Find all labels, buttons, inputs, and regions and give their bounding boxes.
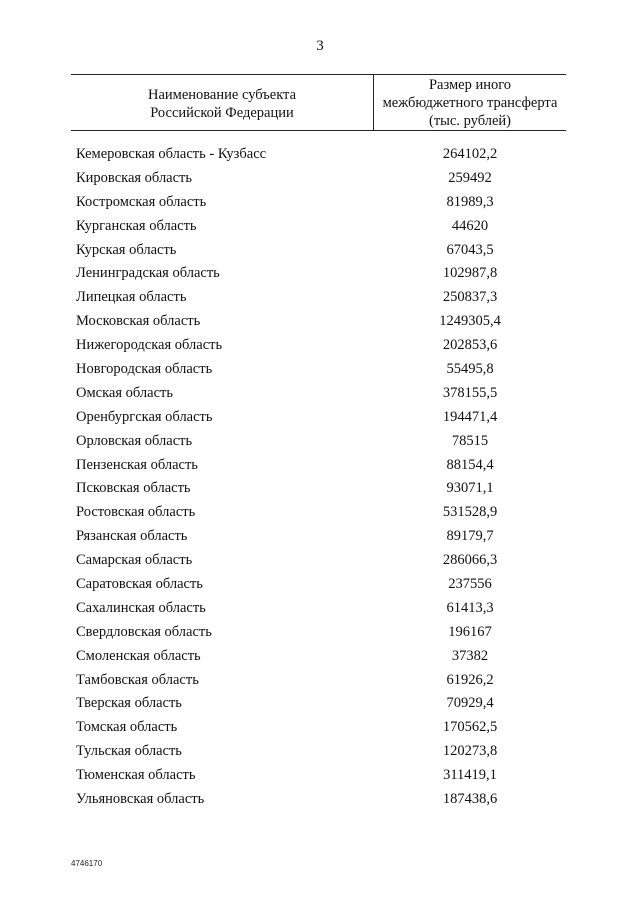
transfer-amount: 102987,8 (442, 265, 498, 282)
transfer-amount: 81989,3 (446, 193, 494, 210)
table-row (0, 621, 640, 645)
table-row (0, 239, 640, 263)
subject-name: Ульяновская область (76, 791, 205, 808)
transfer-amount: 170562,5 (442, 719, 498, 736)
transfer-amount: 44620 (451, 217, 489, 234)
table-row (0, 645, 640, 669)
table-row (0, 669, 640, 693)
table-row (0, 454, 640, 478)
column-header-amount-line-2: межбюджетного трансферта (382, 94, 558, 111)
table-row (0, 788, 640, 812)
table-header (71, 74, 566, 131)
column-header-amount-line-1: Размер иного (428, 76, 512, 93)
subject-name: Сахалинская область (76, 599, 206, 616)
subject-name: Курская область (76, 241, 177, 258)
subject-name: Липецкая область (76, 289, 187, 306)
table-row (0, 692, 640, 716)
table-row (0, 525, 640, 549)
subject-name: Тамбовская область (76, 671, 199, 688)
transfer-amount: 67043,5 (446, 241, 494, 258)
table-row (0, 549, 640, 573)
column-header-subject (71, 75, 374, 130)
subject-name: Тверская область (76, 695, 182, 712)
transfer-amount: 55495,8 (446, 361, 494, 378)
transfer-amount: 259492 (448, 169, 492, 186)
transfer-amount: 202853,6 (442, 337, 498, 354)
table-row (0, 191, 640, 215)
subject-name: Саратовская область (76, 576, 203, 593)
subject-name: Орловская область (76, 432, 193, 449)
table-row (0, 406, 640, 430)
transfer-amount: 61413,3 (446, 599, 494, 616)
table-row (0, 716, 640, 740)
subject-name: Омская область (76, 384, 173, 401)
table-row (0, 501, 640, 525)
transfer-amount: 187438,6 (442, 791, 498, 808)
subject-name: Ростовская область (76, 504, 196, 521)
subject-name: Самарская область (76, 552, 193, 569)
table-row (0, 573, 640, 597)
subject-name: Тульская область (76, 743, 182, 760)
table-row (0, 358, 640, 382)
transfer-amount: 264102,2 (442, 146, 498, 162)
transfer-amount: 378155,5 (442, 384, 498, 401)
table-row (0, 430, 640, 454)
subject-name: Кировская область (76, 169, 193, 186)
column-header-subject-line-2: Российской Федерации (150, 104, 294, 121)
subject-name: Ленинградская область (76, 265, 220, 282)
page-number: 3 (316, 38, 324, 54)
column-header-subject-line-1: Наименование субъекта (147, 86, 297, 103)
transfer-amount: 1249305,4 (439, 313, 501, 330)
subject-name: Оренбургская область (76, 408, 213, 425)
subject-name: Московская область (76, 313, 201, 330)
table-row (0, 167, 640, 191)
transfer-amount: 286066,3 (442, 552, 498, 569)
table-row (0, 262, 640, 286)
transfer-amount: 61926,2 (446, 671, 494, 688)
table-row (0, 740, 640, 764)
subject-name: Свердловская область (76, 623, 212, 640)
transfer-amount: 311419,1 (443, 767, 497, 784)
subject-name: Костромская область (76, 193, 207, 210)
table-row (0, 286, 640, 310)
table-row (0, 215, 640, 239)
table-row (0, 334, 640, 358)
table-row (0, 310, 640, 334)
subject-name: Нижегородская область (76, 337, 223, 354)
table-body (0, 143, 640, 812)
subject-name: Тюменская область (76, 767, 196, 784)
column-header-amount-line-3: (тыс. рублей) (429, 112, 511, 129)
table-row (0, 382, 640, 406)
subject-name: Рязанская область (76, 528, 188, 545)
transfer-amount: 89179,7 (446, 528, 494, 545)
transfer-amount: 88154,4 (446, 456, 494, 473)
column-header-transfer-amount (374, 75, 566, 130)
table-row (0, 597, 640, 621)
subject-name: Новгородская область (76, 361, 213, 378)
transfer-amount: 196167 (448, 623, 492, 640)
transfer-amount: 531528,9 (442, 504, 498, 521)
subject-name: Псковская область (76, 480, 191, 497)
transfer-amount: 37382 (451, 647, 489, 664)
subject-name: Курганская область (76, 217, 197, 234)
table-row (0, 477, 640, 501)
transfer-amount: 70929,4 (446, 695, 494, 712)
transfer-amount: 78515 (451, 432, 489, 449)
document-code: 4746170 (71, 859, 103, 868)
transfer-amount: 194471,4 (442, 408, 498, 425)
subject-name: Смоленская область (76, 647, 201, 664)
table-row (0, 764, 640, 788)
transfer-amount: 120273,8 (442, 743, 498, 760)
table-row (0, 143, 640, 167)
transfer-amount: 237556 (448, 576, 492, 593)
transfer-amount: 93071,1 (446, 480, 494, 497)
subject-name: Пензенская область (76, 456, 198, 473)
subject-name: Кемеровская область - Кузбасс (76, 146, 267, 162)
transfer-amount: 250837,3 (442, 289, 498, 306)
subject-name: Томская область (76, 719, 178, 736)
